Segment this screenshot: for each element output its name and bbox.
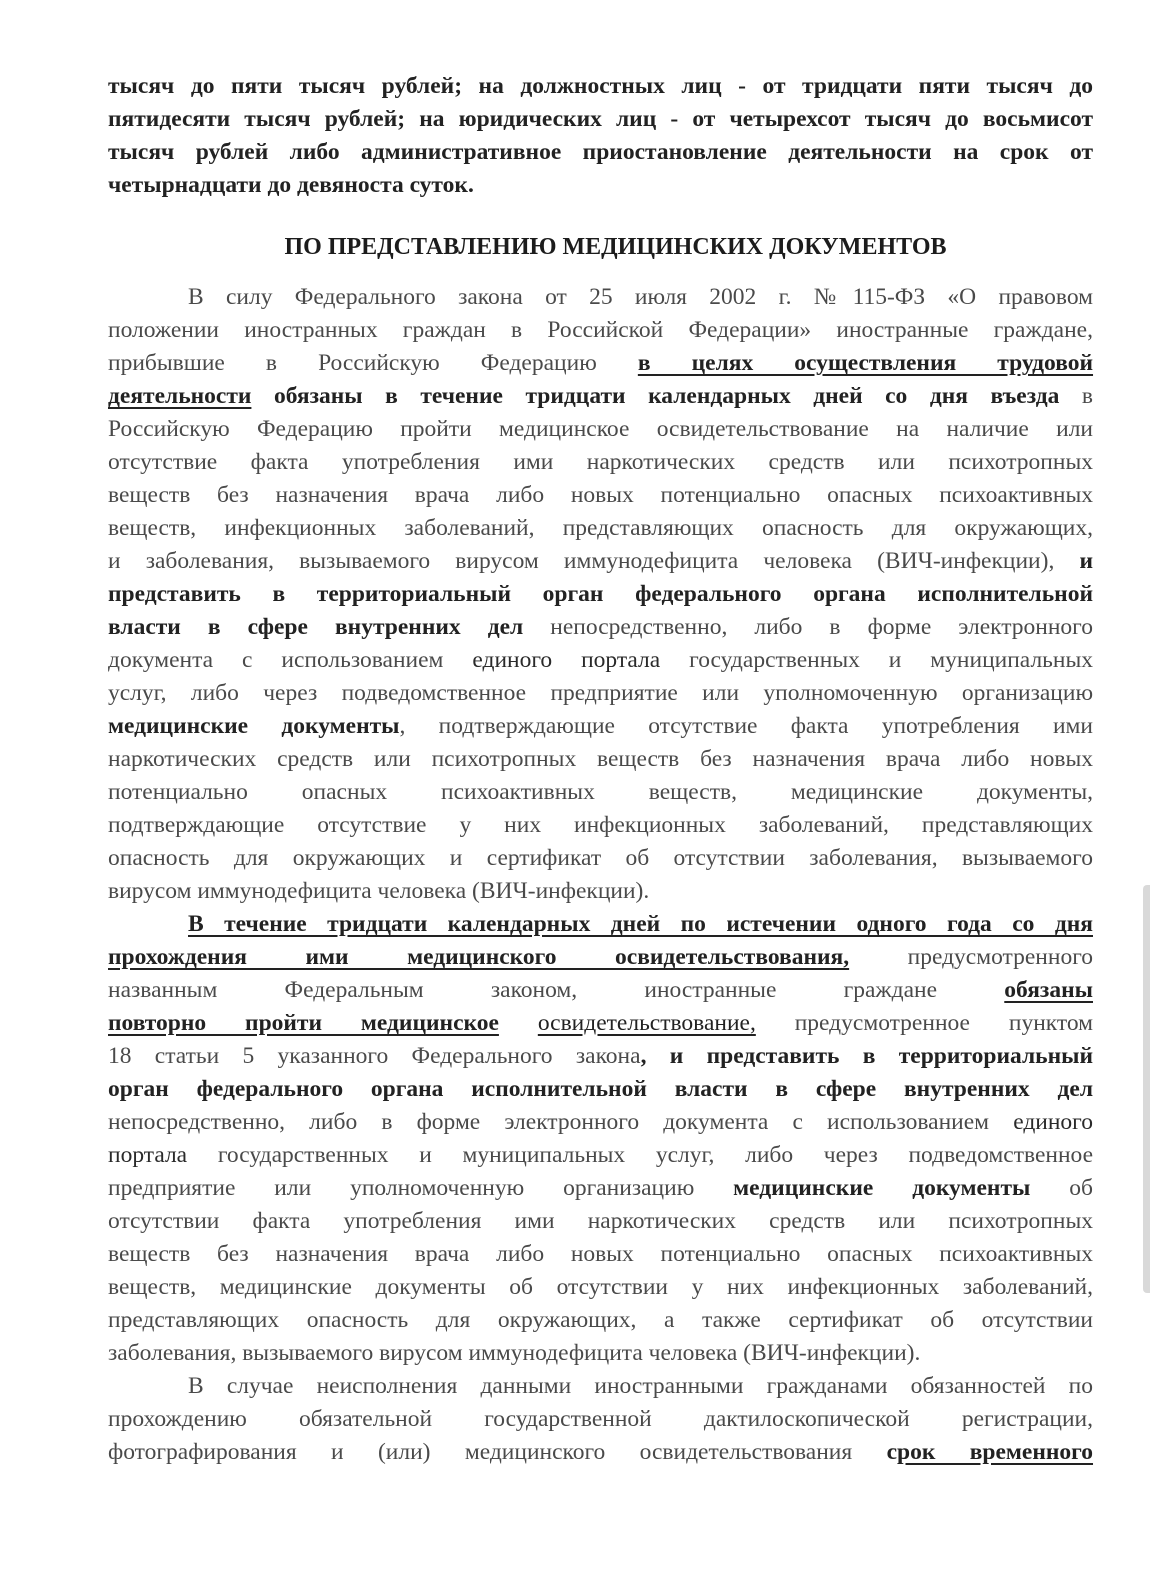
- text-line: [108, 1436, 1093, 1469]
- text-line: [108, 1106, 1093, 1139]
- text-line: [108, 908, 1093, 941]
- emphasis-text: В течение тридцати календарных дней по истечении одного года со дня: [188, 911, 1093, 937]
- text-run: предусмотренного: [907, 944, 1093, 970]
- text-run: 18 статьи 5 указанного Федерального закона: [108, 1043, 641, 1069]
- text-run: единого: [1013, 1109, 1093, 1135]
- text-run: непосредственно, либо в форме электронного: [550, 614, 1093, 640]
- text-line: [108, 545, 1093, 578]
- text-line: отсутствии факта употребления ими наркотических средств или психотропных: [108, 1208, 1093, 1234]
- text-line: В силу Федерального закона от 25 июля 2002 г. №115-ФЗ «О правовом: [188, 284, 1093, 310]
- intro-paragraph: [108, 70, 1093, 202]
- text-run: прибывшие в Российскую Федерацию: [108, 350, 597, 376]
- text-line: веществ, инфекционных заболеваний, представляющих опасность для окружающих,: [108, 515, 1093, 541]
- text-line: представить в территориальный орган федерального органа исполнительной: [108, 581, 1093, 607]
- paragraph-3: [108, 1370, 1093, 1469]
- text-line: четырнадцати до девяноста суток.: [108, 172, 474, 198]
- text-line: услуг, либо через подведомственное предприятие или уполномоченную организацию: [108, 680, 1093, 706]
- text-line: веществ, медицинские документы об отсутствии у них инфекционных заболеваний,: [108, 1274, 1093, 1300]
- text-line: опасность для окружающих и сертификат об отсутствии заболевания, вызываемого: [108, 845, 1093, 871]
- text-line: прохождению обязательной государственной дактилоскопической регистрации,: [108, 1406, 1093, 1432]
- text-line: положении иностранных граждан в Российской Федерации» иностранные граждане,: [108, 317, 1093, 343]
- text-run: в: [1081, 383, 1093, 409]
- text-line: отсутствие факта употребления ими наркотических средств или психотропных: [108, 449, 1093, 475]
- text-line: [108, 941, 1093, 974]
- bold-text: [887, 1439, 1093, 1465]
- vertical-scrollbar[interactable]: [1143, 885, 1150, 1293]
- text-line: вирусом иммунодефицита человека (ВИЧ-инфекции).: [108, 878, 650, 904]
- text-run: , подтверждающие отсутствие факта употребления ими: [399, 713, 1093, 739]
- text-run: документа с использованием: [108, 647, 444, 673]
- document-page: [108, 70, 1093, 1469]
- emphasis-text: обязаны: [1004, 977, 1093, 1003]
- emphasis-text: в целях осуществления трудовой: [637, 350, 1094, 376]
- text-line: [108, 644, 1093, 677]
- bold-text: медицинские документы: [733, 1175, 1031, 1201]
- emphasis-text: деятельности: [108, 383, 252, 409]
- text-line: орган федерального органа исполнительной власти в сфере внутренних дел: [108, 1076, 1093, 1102]
- text-line: [108, 1040, 1093, 1073]
- paragraph-2: [108, 908, 1093, 1370]
- text-line: тысяч рублей либо административное приостановление деятельности на срок от: [108, 139, 1093, 165]
- underlined-text: освидетельствование,: [537, 1010, 756, 1036]
- bold-text: власти в сфере внутренних дел: [108, 614, 524, 640]
- emphasis-text: повторно пройти медицинское: [108, 1010, 499, 1036]
- text-line: потенциально опасных психоактивных веществ, медицинские документы,: [108, 779, 1093, 805]
- bold-text: , и представить в территориальный: [640, 1043, 1093, 1069]
- text-run: непосредственно, либо в форме электронного документа с использованием: [108, 1109, 990, 1135]
- text-line: пятидесяти тысяч рублей; на юридических лиц - от четырехсот тысяч до восьмисот: [108, 106, 1093, 132]
- text-line: [108, 974, 1093, 1007]
- text-line: веществ без назначения врача либо новых потенциально опасных психоактивных: [108, 1241, 1093, 1267]
- text-line: [108, 710, 1093, 743]
- text-run: предприятие или уполномоченную организацию: [108, 1175, 695, 1201]
- paragraph-1: [108, 281, 1093, 908]
- text-line: заболевания, вызываемого вирусом иммунодефицита человека (ВИЧ-инфекции).: [108, 1340, 921, 1366]
- text-line: наркотических средств или психотропных веществ без назначения врача либо новых: [108, 746, 1093, 772]
- emphasis-text: прохождения ими медицинского освидетельствования,: [108, 944, 850, 970]
- bold-text: медицинские документы: [108, 713, 400, 739]
- text-line: веществ без назначения врача либо новых потенциально опасных психоактивных: [108, 482, 1093, 508]
- text-run: государственных и муниципальных: [689, 647, 1093, 673]
- text-line: Российскую Федерацию пройти медицинское освидетельствование на наличие или: [108, 416, 1093, 442]
- bold-text: и: [1079, 548, 1094, 574]
- section-heading: ПО ПРЕДСТАВЛЕНИЮ МЕДИЦИНСКИХ ДОКУМЕНТОВ: [284, 234, 947, 260]
- text-line: [108, 611, 1093, 644]
- text-run: фотографирования и (или) медицинского освидетельствования: [108, 1439, 853, 1465]
- text-run: и заболевания, вызываемого вирусом иммунодефицита человека (ВИЧ-инфекции),: [108, 548, 1055, 574]
- text-line: [108, 1007, 1093, 1040]
- text-run: портала: [108, 1142, 188, 1168]
- bold-text: обязаны в течение тридцати календарных дней со дня въезда: [273, 383, 1060, 409]
- text-line: [108, 347, 1093, 380]
- bold-text: с: [886, 1439, 897, 1465]
- text-run: об: [1069, 1175, 1093, 1201]
- text-line: [108, 1139, 1093, 1172]
- text-run: единого портала: [472, 647, 661, 673]
- text-line: подтверждающие отсутствие у них инфекционных заболеваний, представляющих: [108, 812, 1093, 838]
- text-line: В случае неисполнения данными иностранными гражданами обязанностей по: [188, 1373, 1093, 1399]
- text-line: представляющих опасность для окружающих, а также сертификат об отсутствии: [108, 1307, 1093, 1333]
- text-line: [108, 380, 1093, 413]
- text-run: названным Федеральным законом, иностранные граждане: [108, 977, 938, 1003]
- text-line: [108, 1172, 1093, 1205]
- text-line: тысяч до пяти тысяч рублей; на должностных лиц - от тридцати пяти тысяч до: [108, 73, 1093, 99]
- emphasis-text: рок временного: [897, 1439, 1094, 1465]
- text-run: предусмотренное пунктом: [794, 1010, 1094, 1036]
- text-run: государственных и муниципальных услуг, либо через подведомственное: [217, 1142, 1094, 1168]
